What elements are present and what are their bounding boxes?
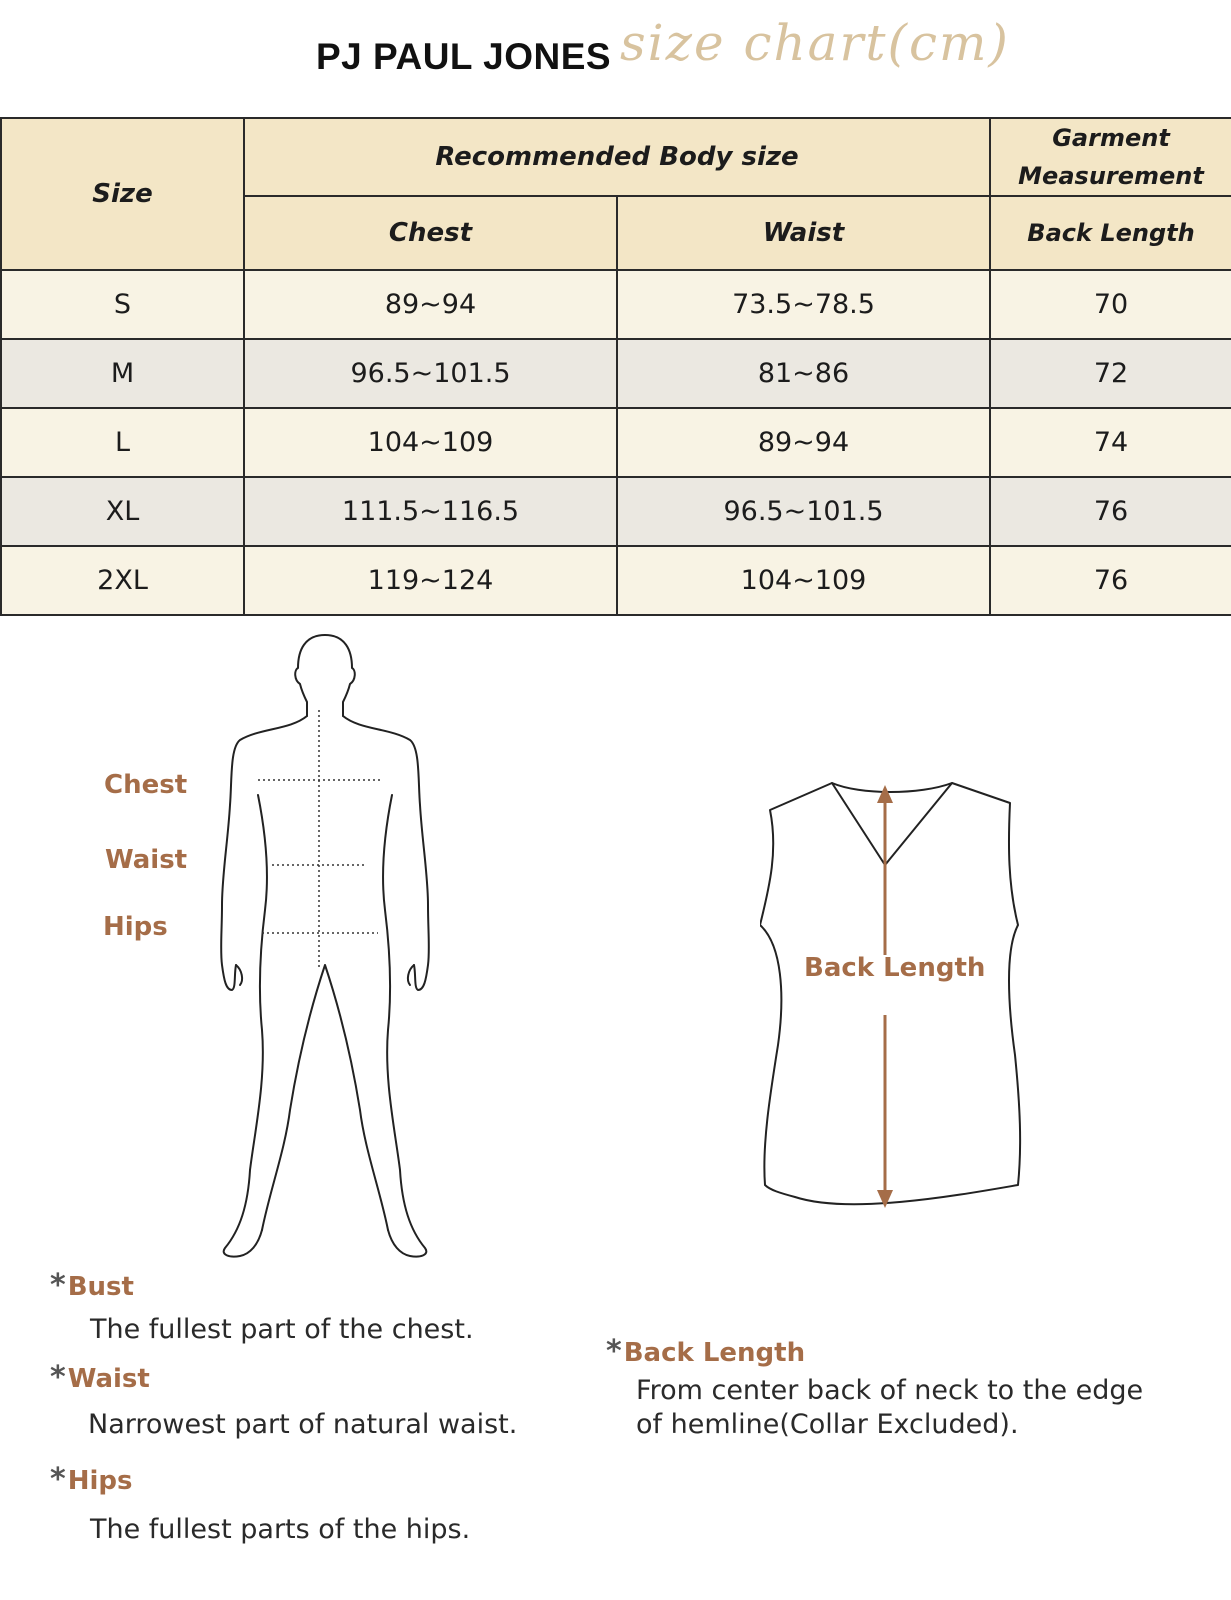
size-chart-table <box>0 117 1231 616</box>
waist-column-header: Waist <box>617 196 990 270</box>
back-length-cell: 76 <box>990 477 1231 546</box>
back-length-note-title: *Back Length <box>606 1334 806 1369</box>
table-row <box>1 408 1231 477</box>
table-row <box>1 477 1231 546</box>
back-length-column-header: Back Length <box>990 196 1231 270</box>
size-cell: 2XL <box>1 546 244 615</box>
vest-silhouette-icon <box>760 775 1040 1220</box>
table-row <box>1 339 1231 408</box>
chest-cell: 89~94 <box>244 270 617 339</box>
back-length-cell: 70 <box>990 270 1231 339</box>
hips-note-text: The fullest parts of the hips. <box>90 1514 471 1545</box>
back-length-cell: 76 <box>990 546 1231 615</box>
bust-note-text: The fullest part of the chest. <box>90 1314 474 1345</box>
waist-cell: 104~109 <box>617 546 990 615</box>
waist-label: Waist <box>105 845 188 875</box>
asterisk-icon: * <box>50 1462 66 1497</box>
size-header: Size <box>1 118 244 270</box>
brand-name: PJ PAUL JONES <box>316 36 612 77</box>
chest-cell: 111.5~116.5 <box>244 477 617 546</box>
back-length-note-text-1: From center back of neck to the edge <box>636 1375 1144 1406</box>
waist-cell: 73.5~78.5 <box>617 270 990 339</box>
asterisk-icon: * <box>606 1334 622 1369</box>
size-cell: L <box>1 408 244 477</box>
back-length-label: Back Length <box>804 953 986 983</box>
waist-cell: 96.5~101.5 <box>617 477 990 546</box>
waist-cell: 89~94 <box>617 408 990 477</box>
chest-column-header: Chest <box>244 196 617 270</box>
chest-label: Chest <box>104 770 188 800</box>
waist-note-title: *Waist <box>50 1360 150 1395</box>
size-cell: S <box>1 270 244 339</box>
table-row <box>1 270 1231 339</box>
garment-measurement-header: Garment Measurement <box>990 118 1231 196</box>
hips-note-title: *Hips <box>50 1462 133 1497</box>
back-length-cell: 74 <box>990 408 1231 477</box>
table-row <box>1 546 1231 615</box>
chest-cell: 104~109 <box>244 408 617 477</box>
size-cell: XL <box>1 477 244 546</box>
recommended-body-size-header: Recommended Body size <box>244 118 990 196</box>
chest-cell: 96.5~101.5 <box>244 339 617 408</box>
chest-cell: 119~124 <box>244 546 617 615</box>
bust-note-title: *Bust <box>50 1268 134 1303</box>
size-cell: M <box>1 339 244 408</box>
waist-cell: 81~86 <box>617 339 990 408</box>
asterisk-icon: * <box>50 1360 66 1395</box>
waist-note-text: Narrowest part of natural waist. <box>88 1409 518 1440</box>
back-length-note-text-2: of hemline(Collar Excluded). <box>636 1409 1019 1440</box>
hips-label: Hips <box>103 912 168 942</box>
back-length-cell: 72 <box>990 339 1231 408</box>
body-silhouette-icon <box>210 630 440 1290</box>
asterisk-icon: * <box>50 1268 66 1303</box>
chart-script-title: size chart(cm) <box>620 14 1010 72</box>
